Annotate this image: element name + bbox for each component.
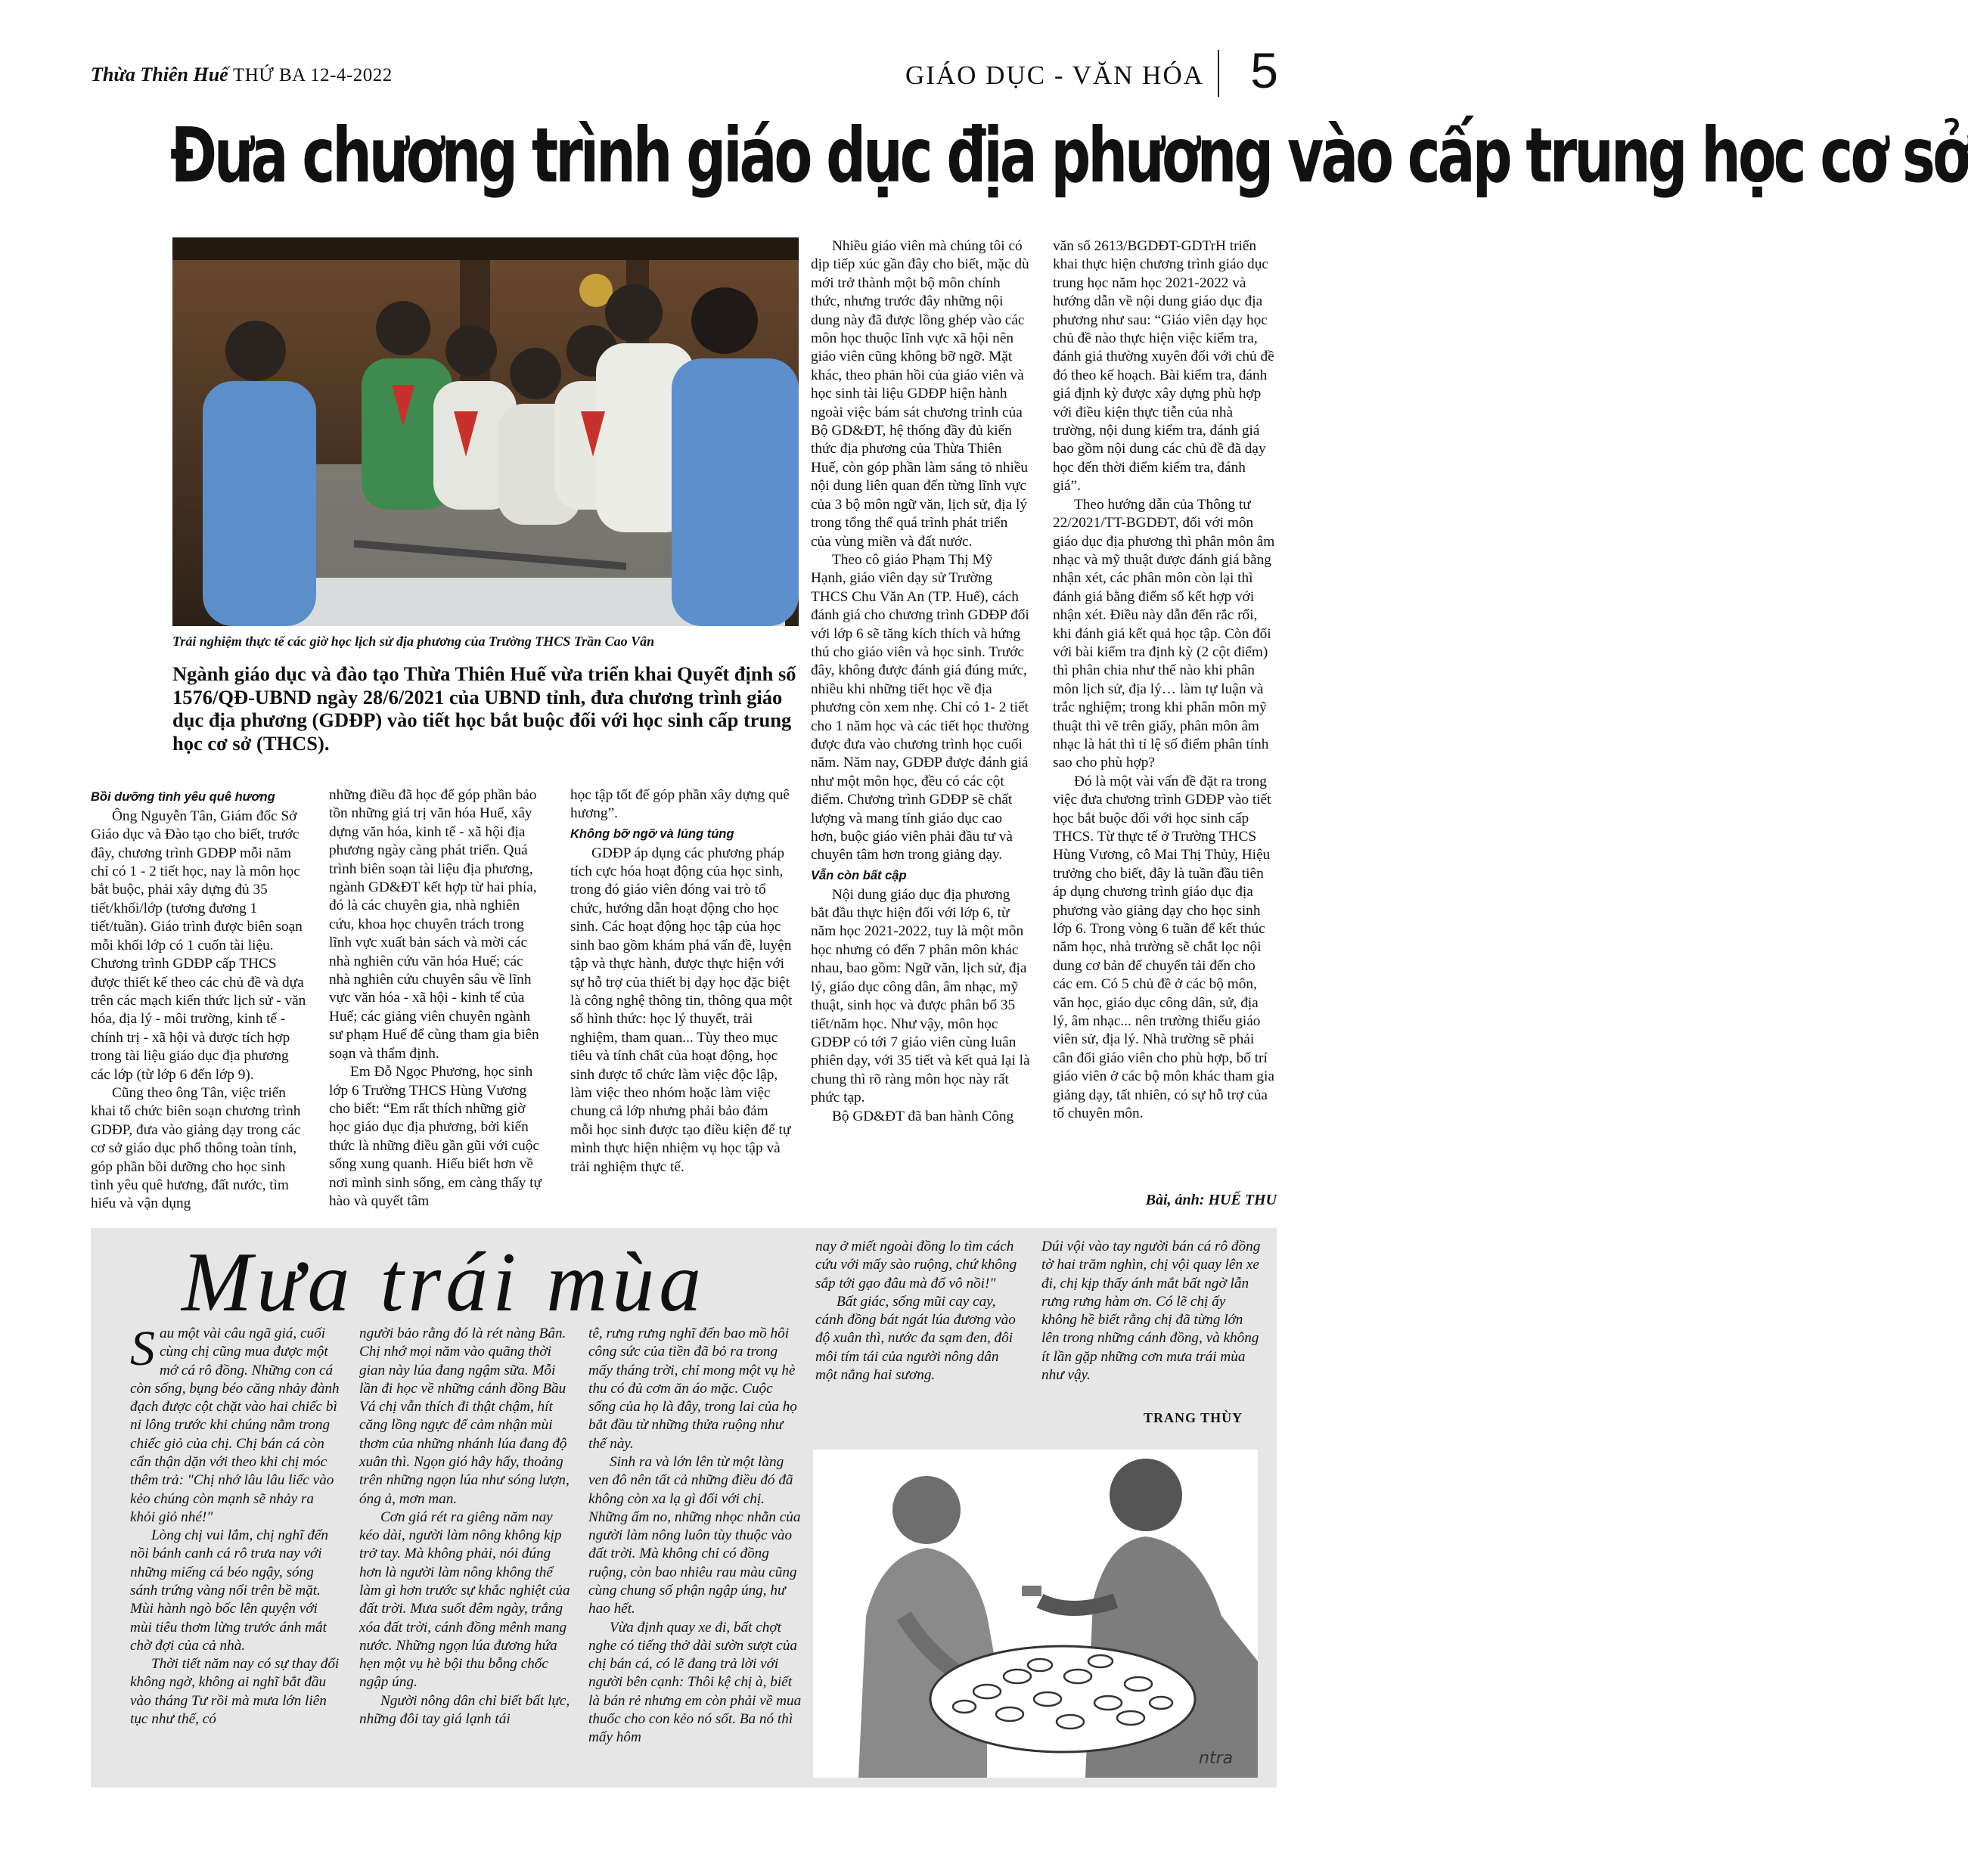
paragraph: Vừa định quay xe đi, bất chợt nghe có tiếng thở dài sườn sượt của chị bán cá, có lẽ đang trả lời với người bên cạnh: Thôi kệ chị à, biết là bán rẻ nhưng em còn phải về mua thuốc cho con kẻo nó sốt. Ba nó thì mấy hôm <box>588 1619 802 1746</box>
photo-caption: Trải nghiệm thực tế các giờ học lịch sử địa phương của Trường THCS Trần Cao Vân <box>172 634 655 649</box>
article-lede: Ngành giáo dục và đào tạo Thừa Thiên Huế vừa triển khai Quyết định số 1576/QĐ-UBND ngày 28/6/2021 của UBND tỉnh, đưa chương trình giáo dục địa phương (GDĐP) vào tiết học bắt buộc đối với học sinh cấp trung học cơ sở (THCS). <box>172 662 796 755</box>
article-column-5 <box>1053 237 1277 1124</box>
paragraph: những điều đã học để góp phần bảo tồn những giá trị văn hóa Huế, xây dựng văn hóa, kinh tế - xã hội địa phương ngày càng phát triển. Quá trình biên soạn tài liệu địa phương, ngành GD&ĐT kết hợp từ hai phía, đó là các chuyên gia, nhà nghiên cứu, khoa học chuyên trách trong lĩnh vực xuất bản sách và mời các nhà nghiên cứu văn hóa Huế; các nhà nghiên cứu chuyên sâu về lĩnh vực văn hóa - xã hội - kinh tế của Huế; các giảng viên chuyên ngành sư phạm Huế để cùng tham gia biên soạn và thẩm định. <box>329 787 539 1062</box>
section-name: GIÁO DỤC - VĂN HÓA <box>905 60 1204 90</box>
essay-title: Mưa trái mùa <box>182 1236 706 1329</box>
paragraph: Theo hướng dẫn của Thông tư 22/2021/TT-BGDĐT, đối với môn giáo dục địa phương thì phân môn âm nhạc và mỹ thuật được đánh giá bằng nhận xét, các phân môn còn lại thì đánh giá bằng điểm số kết hợp với nhận xét. Điều này dẫn đến rắc rối, khi đánh giá kết quả học tập. Còn đối với bài kiểm tra định kỳ (2 cột điểm) thì phân chia như thế nào khi phân môn lịch sử, địa lý… làm tự luận và trắc nghiệm; trong khi phân môn mỹ thuật thì vẽ trên giấy, phân môn âm nhạc là hát thì tỉ lệ số điểm phân tính sao cho phù hợp? <box>1053 496 1275 771</box>
paragraph: văn số 2613/BGDĐT-GDTrH triển khai thực hiện chương trình giáo dục trung học năm học 2021-2022 và hướng dẫn về nội dung giáo dục địa phương như sau: “Giáo viên dạy học chủ đề nào thực hiện việc kiểm tra, đánh giá thường xuyên đối với chủ đề đó theo kế hoạch. Bài kiểm tra, đánh giá định kỳ được xây dựng phù hợp với điều kiện thực tiễn của nhà trường, nội dung kiểm tra, đánh giá bao gồm nội dung các chủ đề đã dạy học đến thời điểm kiểm tra, đánh giá”. <box>1053 238 1274 495</box>
paragraph: Em Đỗ Ngọc Phương, học sinh lớp 6 Trường THCS Hùng Vương cho biết: “Em rất thích những giờ học giáo dục địa phương, bởi kiến thức là những điều gần gũi với cuộc sống xung quanh. Hiểu biết hơn về nơi mình sinh sống, em càng thấy tự hào và quyết tâm <box>329 1064 542 1209</box>
paragraph: Cũng theo ông Tân, việc triển khai tổ chức biên soạn chương trình GDĐP, đưa vào giảng dạy trong các cơ sở giáo dục phổ thông toàn tỉnh, góp phần bồi dưỡng cho học sinh tình yêu quê hương, đất nước, tìm hiểu và vận dụng <box>91 1084 301 1212</box>
subheading: Không bỡ ngỡ và lúng túng <box>570 826 734 841</box>
paragraph: Đó là một vài vấn đề đặt ra trong việc đưa chương trình GDĐP vào tiết học bắt buộc đối với học sinh cấp THCS. Từ thực tế ở Trường THCS Hùng Vương, cô Mai Thị Thủy, Hiệu trưởng cho biết, đây là tuần đầu tiên áp dụng chương trình giáo dục địa phương vào giảng dạy cho học sinh lớp 6. Trong vòng 6 tuần để kết thúc năm học, nhà trường sẽ chắt lọc nội dung cơ bản để chuyển tải đến cho các em. Có 5 chủ đề ở các bộ môn, văn học, giáo dục công dân, sử, địa lý, âm nhạc... nên trường thiếu giáo viên sử, địa lý. Nhà trường sẽ phải cân đối giáo viên cho phù hợp, bố trí giáo viên ở các bộ môn khác tham gia giảng dạy, tất nhiên, có sự hỗ trợ của tổ chuyên môn. <box>1053 773 1274 1122</box>
illustration-signature: ntra <box>1199 1749 1234 1768</box>
paragraph: Bộ GD&ĐT đã ban hành Công <box>832 1108 1014 1124</box>
headline: Đưa chương trình giáo dục địa phương vào cấp trung học cơ sở <box>170 111 1968 200</box>
paragraph: người bảo rằng đó là rét nàng Bân. Chị nhớ mọi năm vào quãng thời gian này lúa đang ngậm sữa. Mỗi lần đi học về những cánh đồng Bầu Vá chị vẫn thích đi thật chậm, hít căng lồng ngực để cảm nhận mùi thơm của những nhánh lúa đang độ xuân thì. Ngọn gió hây hẩy, thoảng trên những ngọn lúa như sóng lượn, óng ả, mơn man. <box>359 1326 570 1507</box>
paragraph: Sinh ra và lớn lên từ một làng ven đô nên tất cả những điều đó đã không còn xa lạ gì đối với chị. Những ấm no, những nhọc nhằn của người làm nông luôn tùy thuộc vào đất trời. Mà không chỉ có đồng ruộng, còn bao nhiêu rau màu cũng cùng chung số phận ngập úng, hư hao hết. <box>588 1453 801 1617</box>
paragraph: Cơn giá rét ra giêng năm nay kéo dài, người làm nông không kịp trở tay. Mà không phải, nói đúng hơn là người làm nông không thể làm gì hơn trước sự khắc nghiệt của đất trời. Mưa suốt đêm ngày, trắng xóa đất trời, cánh đồng mênh mang nước. Những ngọn lúa đương hứa hẹn một vụ hè bội thu bỗng chốc ngập úng. <box>359 1509 570 1691</box>
paragraph: học tập tốt để góp phần xây dựng quê hương”. <box>570 787 790 822</box>
paragraph: Dúi vội vào tay người bán cá rô đồng tờ hai trăm nghìn, chị vội quay lên xe đi, chị kịp thấy ánh mắt bất ngờ lẫn rưng rưng hàm ơn. Có lẽ chị ấy không hề biết rằng chị đã từng lớn lên trong những cánh đồng, và không ít lần gặp những cơn mưa trái mùa như vậy. <box>1041 1239 1261 1383</box>
paragraph: Nhiều giáo viên mà chúng tôi có dịp tiếp xúc gần đây cho biết, mặc dù mới trở thành một bộ môn chính thức, nhưng trước đây những nội dung này đã được lồng ghép vào các môn học thuộc lĩnh vực xã hội nên giáo viên cũng không bỡ ngỡ. Mặt khác, theo phản hồi của giáo viên và học sinh tài liệu GDĐP hiện hành ngoài việc bám sát chương trình của Bộ GD&ĐT, hệ thống đầy đủ kiến thức địa phương của Thừa Thiên Huế, còn góp phần làm sáng tỏ nhiều nội dung liên quan đến từng lĩnh vực của 3 bộ môn ngữ văn, lịch sử, địa lý trong tổng thể quá trình phát triển của vùng miền và đất nước. <box>811 238 1029 550</box>
subheading: Bồi dưỡng tình yêu quê hương <box>91 790 275 804</box>
essay-column-1 <box>130 1321 340 1729</box>
paragraph: nay ở miết ngoài đồng lo tìm cách cứu với mấy sào ruộng, chứ không sắp tới gạo đâu mà đổ vô nồi!" <box>815 1239 1017 1291</box>
paragraph: Lòng chị vui lắm, chị nghĩ đến nồi bánh canh cá rô trưa nay với những miếng cá béo ngậy, sóng sánh trứng vàng nổi trên bề mặt. Mùi hành ngò bốc lên quyện với mùi tiêu thơm lừng trước ánh mắt chờ đợi của cả nhà. <box>130 1527 328 1654</box>
essay-column-5 <box>1041 1238 1261 1385</box>
paragraph: Sau một vài câu ngã giá, cuối cùng chị cũng mua được một mớ cá rô đồng. Những con cá còn sống, bụng béo căng nhảy đành đạch được cột chặt vào hai chiếc bì ni lông trước khi chúng nằm trong chiếc giỏ của chị. Chị bán cá còn cẩn thận dặn với theo khi chị móc thêm trả: "Chị nhớ lâu lâu liếc vào kẻo chúng còn mạnh sẽ nhảy ra khỏi giỏ nhé!" <box>130 1321 340 1525</box>
subheading: Vẫn còn bất cập <box>811 868 907 882</box>
drop-cap: S <box>130 1321 155 1376</box>
masthead <box>91 42 1278 98</box>
paragraph: tê, rưng rưng nghĩ đến bao mồ hôi công sức của tiền đã bỏ ra trong mấy tháng trời, chỉ mong một vụ hè thu có đủ cơm ăn áo mặc. Cuộc sống của họ là đây, trong lai của họ bắt đầu từ những thửa ruộng như thế này. <box>588 1326 797 1452</box>
paragraph: Ông Nguyễn Tân, Giám đốc Sở Giáo dục và Đào tạo cho biết, trước đây, chương trình GDĐP mỗi năm chỉ có 1 - 2 tiết học, nay là môn học bắt buộc, phải xây dựng đủ 35 tiết/khối/lớp (tương đương 1 tiết/tuần). Giáo trình được biên soạn mỗi khối lớp có 1 cuốn tài liệu. Chương trình GDĐP cấp THCS được thiết kế theo các chủ đề và dựa trên các mạch kiến thức lịch sử - văn hóa, địa lý - môi trường, kinh tế - chính trị - xã hội và được tích hợp trong tài liệu giáo dục địa phương các lớp (từ lớp 6 đến lớp 9). <box>91 808 306 1083</box>
page-number: 5 <box>1250 42 1278 98</box>
paper-name: Thừa Thiên Huế <box>91 64 228 85</box>
paragraph: Nội dung giáo dục địa phương bắt đầu thực hiện đối với lớp 6, từ năm học 2021-2022, tuy là một môn học nhưng có đến 7 phân môn khác nhau, bao gồm: Ngữ văn, lịch sử, địa lý, giáo dục công dân, âm nhạc, mỹ thuật, sinh học và được phân bổ 35 tiết/năm học. Như vậy, môn học GDĐP có tới 7 giáo viên cùng luân phiên dạy, với 35 tiết và kết quả lại là chung thì rõ ràng môn học này rất phức tạp. <box>811 886 1030 1106</box>
article-column-1 <box>91 786 306 1214</box>
paragraph: Theo cô giáo Phạm Thị Mỹ Hạnh, giáo viên dạy sử Trường THCS Chu Văn An (TP. Huế), cách đánh giá cho chương trình GDĐP đối với lớp 6 sẽ tăng kích thích và hứng thú cho giáo viên và học sinh. Trước đây, không được đánh giá đúng mức, nhiều khi những tiết học về địa phương còn xem nhẹ. Chỉ có 1- 2 tiết cho 1 năm học và các tiết học thường được đưa vào chương trình học cuối năm. Năm nay, GDĐP được đánh giá như một môn học, đều có các cột điểm. Chương trình GDĐP sẽ chất lượng và mang tính giáo dục cao hơn, buộc giáo viên phải đầu tư và chuyên tâm hơn trong giảng dạy. <box>811 551 1029 864</box>
article-photo <box>172 237 799 626</box>
essay-column-2 <box>359 1325 571 1729</box>
article-column-4 <box>811 237 1030 1126</box>
essay-illustration <box>813 1450 1258 1778</box>
essay-author: TRANG THÙY <box>1144 1410 1243 1425</box>
article-column-3 <box>570 786 793 1177</box>
issue-date: THỨ BA 12-4-2022 <box>233 65 393 85</box>
paragraph: Thời tiết năm nay có sự thay đổi không ngờ, không ai nghĩ bắt đầu vào tháng Tư rồi mà mưa lớn liên tục như thế, có <box>130 1656 340 1727</box>
byline: Bài, ảnh: HUẾ THU <box>1145 1192 1277 1208</box>
paragraph: Bất giác, sống mũi cay cay, cánh đồng bát ngát lúa đương vào độ xuân thì, nước đa sạm đen, đôi môi tím tái của người nông dân một nắng hai sương. <box>815 1293 1016 1383</box>
paragraph: GDĐP áp dụng các phương pháp tích cực hóa hoạt động của học sinh, trong đó giáo viên đóng vai trò tổ chức, hướng dẫn hoạt động cho học sinh. Các hoạt động học tập của học sinh bao gồm khám phá vấn đề, luyện tập và thực hành, được thực hiện với sự hỗ trợ của thiết bị dạy học đặc biệt là công nghệ thông tin, thông qua một số hình thức: học lý thuyết, trải nghiệm, tham quan... Tùy theo mục tiêu và tính chất của hoạt động, học sinh được tổ chức làm việc độc lập, làm việc theo nhóm hoặc làm việc chung cả lớp nhưng phải bảo đảm mỗi học sinh được tạo điều kiện để tự mình thực hiện nhiệm vụ học tập và trải nghiệm thực tế. <box>570 845 793 1175</box>
essay-column-4 <box>815 1238 1020 1385</box>
article-column-2 <box>329 786 545 1211</box>
page-separator <box>1218 50 1219 97</box>
paragraph: Người nông dân chỉ biết bất lực, những đôi tay giá lạnh tái <box>359 1692 570 1727</box>
essay-column-3 <box>588 1325 802 1747</box>
